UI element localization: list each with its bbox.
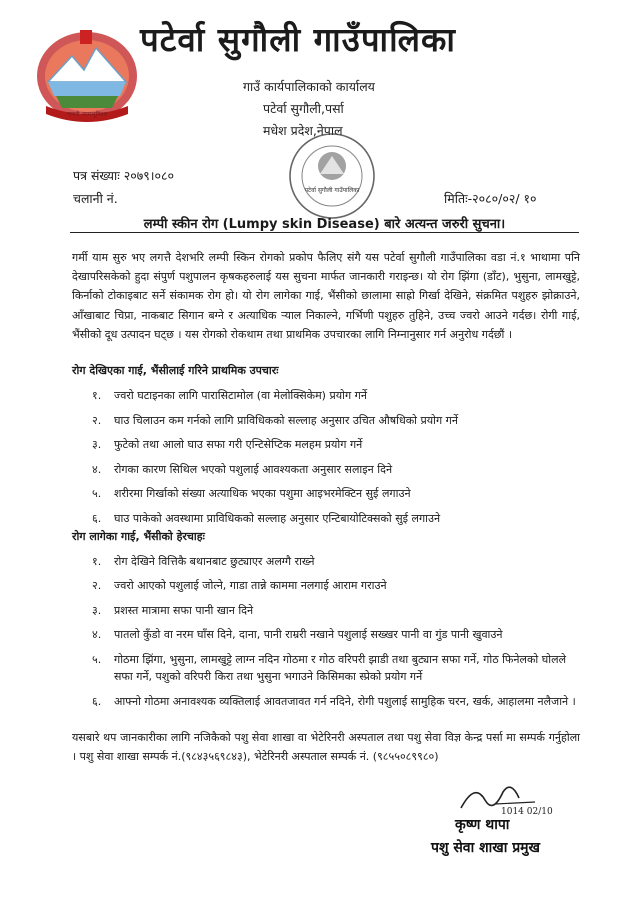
office-address: पटेर्वा सुगौली,पर्सा [263,101,344,116]
list-item: १. ज्वरो घटाइनका लागि पारासिटामोल (वा मेलोक्सिकेम) प्रयोग गर्ने [92,389,367,402]
list-item: २. घाउ चिलाउन कम गर्नको लागि प्राविधिकको सल्लाह अनुसार उचित औषधिको प्रयोग गर्ने [92,413,458,427]
firstaid-heading: रोग देखिएका गाई, भैंसीलाई गरिने प्राथमिक उपचारः [72,364,279,377]
office-name: गाउँ कार्यपालिकाको कार्यालय [243,79,375,94]
list-item: ६. घाउ पाकेको अवस्थामा प्राविधिकको सल्लाह अनुसार एन्टिबायोटिक्सको सुई लगाउने [92,511,441,525]
subject-underline [70,232,579,233]
page-title: पटेर्वा सुगौली गाउँपालिका [140,20,456,59]
list-item: ५. गोठमा झिंगा, भुसुना, लामखुट्टे लाग्न नदिन गोठमा र गोठ वरिपरी झाडी तथा बुट्यान सफा गर्ने, गोठ फिनेलको घोलले सफा गर्ने, पशुको वरिपरी किरा तथा भुसुना भगाउने किसिमका स्प्रेको प्रयोग गर्ने [92,652,567,683]
list-item: २. ज्वरो आएको पशुलाई जोत्ने, गाडा तान्ने काममा नलगाई आराम गराउने [92,579,387,593]
letter-date: मितिः-२०८०/०२/ १० [444,191,537,206]
signer-name: कृष्ण थापा [455,817,510,833]
handwritten-signature [455,778,553,818]
notice-subject: लम्पी स्कीन रोग (Lumpy skin Disease) बारे अत्यन्त जरुरी सुचना। [143,217,506,232]
signature-date: 1014 02/10 [501,807,553,817]
firstaid-list [92,387,582,534]
office-province: मधेश प्रदेश,नेपाल [263,123,343,138]
care-heading: रोग लागेका गाई, भैंसीको हेरचाहः [72,530,205,543]
list-item: ४. रोगका कारण सिथिल भएको पशुलाई आवश्यकता अनुसार सलाइन दिने [92,462,393,476]
nepal-emblem-icon [34,26,140,122]
list-item: ४. पातलो कुँडो वा नरम घाँस दिने, दाना, पानी राम्ररी नखाने पशुलाई सख्खर पानी वा गुंड पानी खुवाउने [92,628,503,642]
signer-role: पशु सेवा शाखा प्रमुख [431,840,540,856]
list-item: ६. आफ्नो गोठमा अनावश्यक व्यक्तिलाई आवतजावत गर्न नदिने, रोगी पशुलाई सामुहिक चरन, खर्क, आहालमा नलैजाने । [92,694,576,708]
letter-number: पत्र संख्याः २०७९।०८० [73,168,174,183]
emblem-motto: जननी जन्मभूमिश्च [66,111,108,118]
stamp-text: पटेर्वा सुगौली गाउँपालिका [304,187,360,194]
list-item: ५. शरीरमा गिर्खाको संख्या अत्याधिक भएका पशुमा आइभरमेक्टिन सुई लगाउने [92,487,411,500]
dispatch-number: चलानी नं. [73,191,118,206]
list-item: ३. प्रशस्त मात्रामा सफा पानी खान दिने [92,603,254,617]
list-item: ३. फुटेको तथा आलो घाउ सफा गरी एन्टिसेप्टिक मलहम प्रयोग गर्ने [92,438,363,451]
list-item: १. रोग देखिने वित्तिकै बथानबाट छुट्याएर अलग्गै राख्ने [92,555,315,568]
contact-paragraph: यसबारे थप जानकारीका लागि नजिकैको पशु सेवा शाखा वा भेटेरिनरी अस्पताल तथा पशु सेवा विज्ञ केन्द्र पर्सा मा सम्पर्क गर्नुहोला । पशु सेवा शाखा सम्पर्क नं.(९८४३५६९८४३), भेटेरिनरी अस्पताल सम्पर्क नं. (९८५५०८९९८०) [72,731,580,764]
intro-paragraph: गर्मी याम सुरु भए लगत्तै देशभरि लम्पी स्किन रोगको प्रकोप फैलिए संगै यस पटेर्वा सुगौली गाउँपालिका वडा नं.१ भाथामा पनि देखापरिसकेको हुदा संपुर्ण पशुपालन कृषकहरुलाई यस सुचना मार्फत जानकारी गराइन्छ। यो रोग झिंगा (डाँट), भुसुना, लामखुट्टे, किर्नाको टोकाइबाट सर्ने संकामक रोग हो। यो रोग लागेका गाई, भैंसीको छालामा साह्रो गिर्खा देखिने, संक्रमित पशुहरु झोक्राउने, आँखाबाट चिप्रा, नाकबाट सिगान बग्ने र अत्याधिक र्‍याल निकाल्ने, गर्भिणी पशुहरु तुहिने, उच्च ज्वरो आउने गर्दछ। रोगी गाई, भैंसीको दूध उत्पादन घट्छ । यस रोगको रोकथाम तथा प्राथमिक उपचारका लागि निम्नानुसार गर्न अनुरोध गर्दछौं । [72,251,580,341]
care-list [92,553,582,735]
office-stamp-icon [282,130,382,226]
